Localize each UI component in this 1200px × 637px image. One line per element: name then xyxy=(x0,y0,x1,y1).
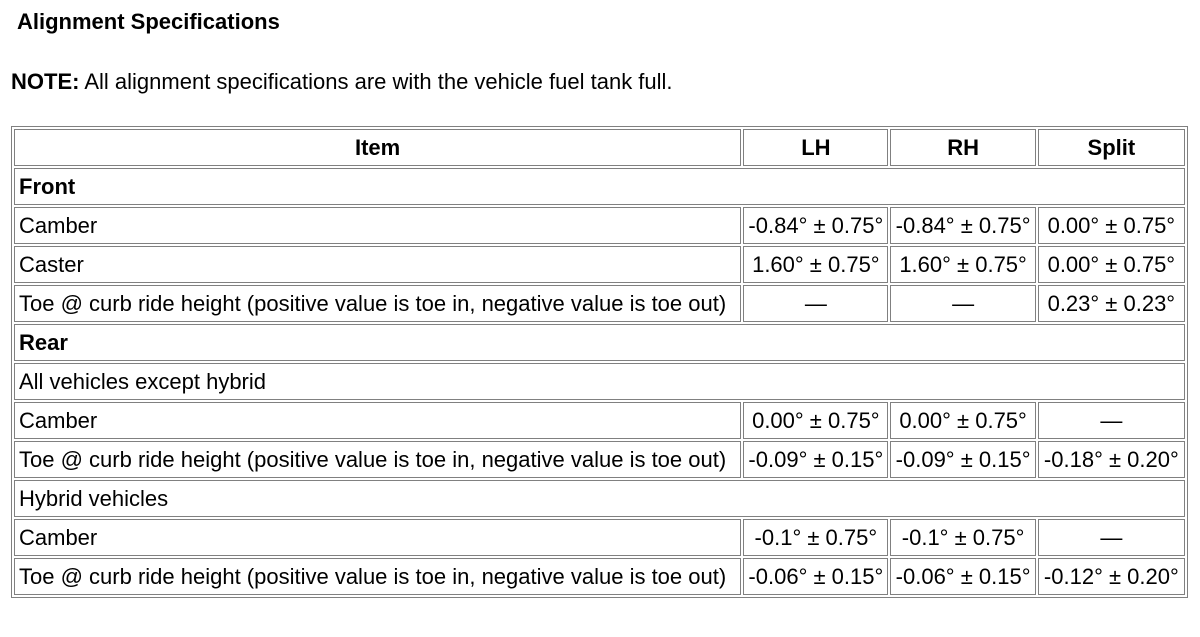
rh-cell: -0.06° ± 0.15° xyxy=(890,558,1035,595)
table-row xyxy=(14,285,1185,322)
alignment-spec-table xyxy=(11,126,1188,598)
split-cell: — xyxy=(1038,402,1185,439)
table-row xyxy=(14,207,1185,244)
header-split: Split xyxy=(1038,129,1185,166)
split-cell: — xyxy=(1038,519,1185,556)
header-lh: LH xyxy=(743,129,888,166)
subsection-row xyxy=(14,363,1185,400)
table-row xyxy=(14,558,1185,595)
lh-cell: -0.1° ± 0.75° xyxy=(743,519,888,556)
split-cell: 0.00° ± 0.75° xyxy=(1038,207,1185,244)
split-cell: -0.12° ± 0.20° xyxy=(1038,558,1185,595)
subsection-label: Hybrid vehicles xyxy=(14,480,1185,517)
section-row-rear xyxy=(14,324,1185,361)
section-front-label: Front xyxy=(14,168,1185,205)
table-row xyxy=(14,246,1185,283)
item-cell: Toe @ curb ride height (positive value is toe in, negative value is toe out) xyxy=(14,558,741,595)
note-text: All alignment specifications are with the vehicle fuel tank full. xyxy=(79,69,673,94)
rh-cell: — xyxy=(890,285,1035,322)
table-row xyxy=(14,441,1185,478)
split-cell: -0.18° ± 0.20° xyxy=(1038,441,1185,478)
section-row-front xyxy=(14,168,1185,205)
item-cell: Caster xyxy=(14,246,741,283)
lh-cell: 0.00° ± 0.75° xyxy=(743,402,888,439)
header-rh: RH xyxy=(890,129,1035,166)
item-cell: Camber xyxy=(14,402,741,439)
rh-cell: 1.60° ± 0.75° xyxy=(890,246,1035,283)
table-row xyxy=(14,402,1185,439)
rh-cell: -0.09° ± 0.15° xyxy=(890,441,1035,478)
lh-cell: -0.06° ± 0.15° xyxy=(743,558,888,595)
subsection-row xyxy=(14,480,1185,517)
rh-cell: 0.00° ± 0.75° xyxy=(890,402,1035,439)
item-cell: Toe @ curb ride height (positive value is toe in, negative value is toe out) xyxy=(14,441,741,478)
split-cell: 0.23° ± 0.23° xyxy=(1038,285,1185,322)
lh-cell: -0.84° ± 0.75° xyxy=(743,207,888,244)
table-row xyxy=(14,519,1185,556)
lh-cell: 1.60° ± 0.75° xyxy=(743,246,888,283)
note-label: NOTE: xyxy=(11,69,80,94)
item-cell: Toe @ curb ride height (positive value is toe in, negative value is toe out) xyxy=(14,285,741,322)
rh-cell: -0.84° ± 0.75° xyxy=(890,207,1035,244)
header-item: Item xyxy=(14,129,741,166)
lh-cell: -0.09° ± 0.15° xyxy=(743,441,888,478)
rh-cell: -0.1° ± 0.75° xyxy=(890,519,1035,556)
note-paragraph xyxy=(11,68,673,96)
item-cell: Camber xyxy=(14,207,741,244)
split-cell: 0.00° ± 0.75° xyxy=(1038,246,1185,283)
subsection-label: All vehicles except hybrid xyxy=(14,363,1185,400)
page-title: Alignment Specifications xyxy=(17,9,280,34)
item-cell: Camber xyxy=(14,519,741,556)
lh-cell: — xyxy=(743,285,888,322)
section-rear-label: Rear xyxy=(14,324,1185,361)
table-header-row xyxy=(14,129,1185,166)
